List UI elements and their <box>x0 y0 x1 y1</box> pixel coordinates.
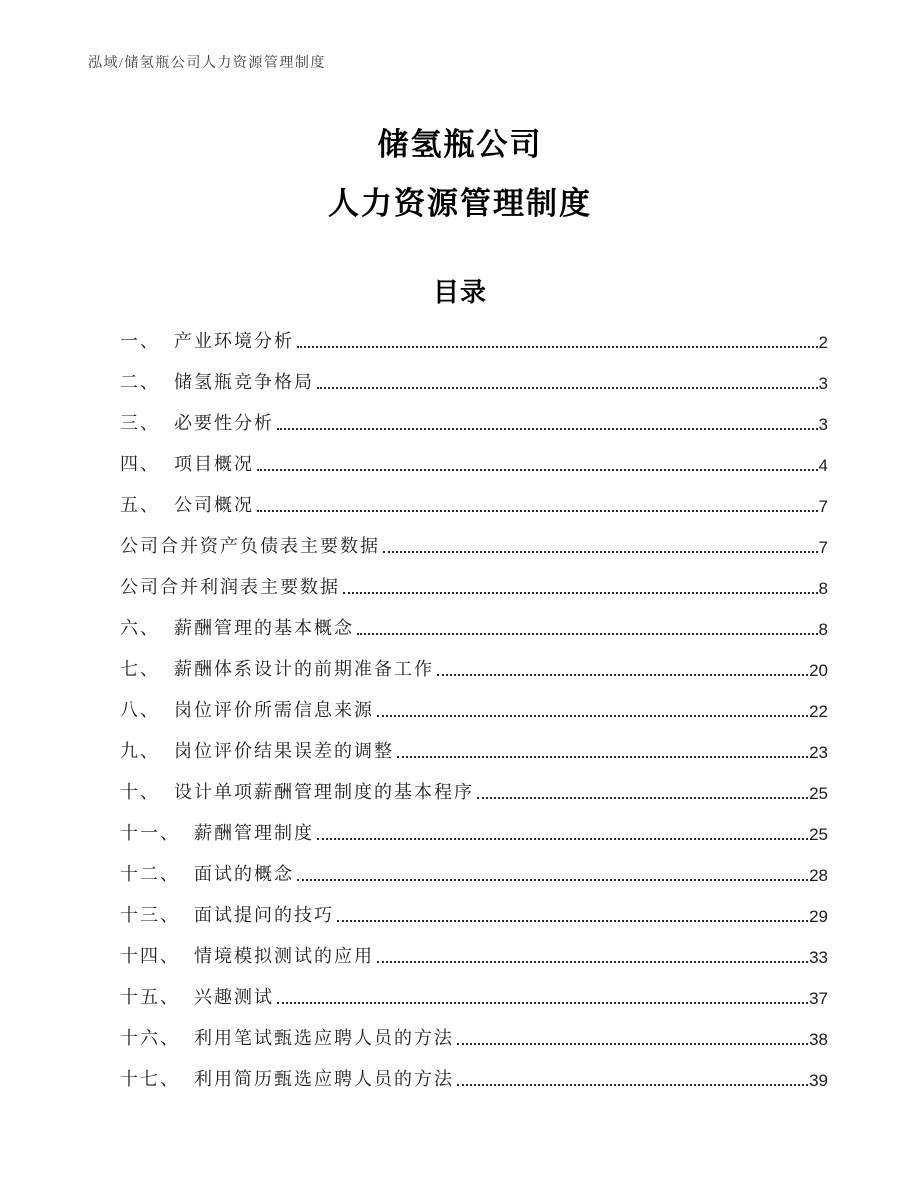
toc-entry-page: 2 <box>818 333 828 352</box>
toc-entry-title: 情境模拟测试的应用 <box>194 946 374 966</box>
toc-entry-title: 岗位评价所需信息来源 <box>174 700 374 720</box>
document-subtitle: 人力资源管理制度 <box>328 186 592 221</box>
toc-dot-leader <box>257 510 818 512</box>
toc-entry-title: 公司合并资产负债表主要数据 <box>120 536 380 556</box>
toc-entry[interactable] <box>120 558 828 599</box>
toc-entry[interactable] <box>120 394 828 435</box>
toc-dot-leader <box>277 428 818 430</box>
toc-entry-page: 29 <box>809 907 828 926</box>
toc-dot-leader <box>397 756 808 758</box>
toc-entry-title: 面试的概念 <box>194 864 294 884</box>
toc-entry-number: 二、 <box>120 372 160 392</box>
toc-dot-leader <box>377 715 808 717</box>
toc-dot-leader <box>277 1002 808 1004</box>
toc-entry-number: 十三、 <box>120 905 180 925</box>
toc-entry[interactable] <box>120 927 828 968</box>
toc-entry-number: 十五、 <box>120 987 180 1007</box>
toc-entry[interactable] <box>120 476 828 517</box>
toc-dot-leader <box>477 797 808 799</box>
toc-entry-page: 22 <box>809 702 828 721</box>
toc-entry[interactable] <box>120 886 828 927</box>
toc-entry-number: 十七、 <box>120 1069 180 1089</box>
toc-entry-number: 九、 <box>120 741 160 761</box>
toc-list <box>120 312 828 1091</box>
toc-entry-page: 28 <box>809 866 828 885</box>
toc-dot-leader <box>457 1084 808 1086</box>
toc-dot-leader <box>457 1043 808 1045</box>
toc-entry[interactable] <box>120 435 828 476</box>
toc-entry-title: 产业环境分析 <box>174 331 294 351</box>
toc-entry-number: 一、 <box>120 331 160 351</box>
toc-entry-number: 三、 <box>120 413 160 433</box>
toc-entry-title: 利用简历甄选应聘人员的方法 <box>194 1069 454 1089</box>
toc-entry[interactable] <box>120 968 828 1009</box>
toc-entry-page: 3 <box>818 415 828 434</box>
toc-entry-page: 7 <box>818 538 828 557</box>
toc-entry-number: 十、 <box>120 782 160 802</box>
toc-entry-title: 必要性分析 <box>174 413 274 433</box>
toc-entry-page: 8 <box>818 579 828 598</box>
toc-entry-number: 四、 <box>120 454 160 474</box>
toc-entry-title: 薪酬体系设计的前期准备工作 <box>174 659 434 679</box>
toc-entry-page: 20 <box>809 661 828 680</box>
toc-dot-leader <box>377 961 808 963</box>
toc-dot-leader <box>317 838 808 840</box>
toc-entry-page: 33 <box>809 948 828 967</box>
toc-entry-title: 面试提问的技巧 <box>194 905 334 925</box>
toc-entry[interactable] <box>120 845 828 886</box>
toc-dot-leader <box>317 387 818 389</box>
toc-entry-title: 项目概况 <box>174 454 254 474</box>
toc-entry[interactable] <box>120 1009 828 1050</box>
toc-entry-page: 3 <box>818 374 828 393</box>
toc-entry[interactable] <box>120 804 828 845</box>
toc-entry-number: 六、 <box>120 618 160 638</box>
toc-entry-number: 八、 <box>120 700 160 720</box>
toc-entry[interactable] <box>120 681 828 722</box>
toc-entry-number: 十六、 <box>120 1028 180 1048</box>
toc-dot-leader <box>257 469 818 471</box>
toc-entry-title: 岗位评价结果误差的调整 <box>174 741 394 761</box>
toc-entry-title: 兴趣测试 <box>194 987 274 1007</box>
toc-entry[interactable] <box>120 312 828 353</box>
toc-entry-number: 十四、 <box>120 946 180 966</box>
toc-entry-title: 薪酬管理的基本概念 <box>174 618 354 638</box>
toc-entry-title: 公司合并利润表主要数据 <box>120 577 340 597</box>
toc-entry-page: 25 <box>809 784 828 803</box>
toc-entry-number: 十二、 <box>120 864 180 884</box>
toc-entry[interactable] <box>120 1050 828 1091</box>
toc-entry-number: 七、 <box>120 659 160 679</box>
document-title: 储氢瓶公司 <box>377 127 543 162</box>
toc-entry[interactable] <box>120 640 828 681</box>
toc-heading: 目录 <box>432 277 487 307</box>
toc-entry-page: 39 <box>809 1071 828 1090</box>
toc-entry-title: 利用笔试甄选应聘人员的方法 <box>194 1028 454 1048</box>
toc-dot-leader <box>337 920 808 922</box>
toc-entry-title: 公司概况 <box>174 495 254 515</box>
toc-entry-number: 五、 <box>120 495 160 515</box>
toc-dot-leader <box>343 592 818 594</box>
toc-entry-page: 23 <box>809 743 828 762</box>
toc-entry-page: 4 <box>818 456 828 475</box>
toc-entry[interactable] <box>120 599 828 640</box>
toc-entry-page: 7 <box>818 497 828 516</box>
toc-dot-leader <box>357 633 818 635</box>
toc-dot-leader <box>297 346 818 348</box>
toc-entry[interactable] <box>120 517 828 558</box>
toc-entry-title: 设计单项薪酬管理制度的基本程序 <box>174 782 474 802</box>
page-header: 泓域/储氢瓶公司人力资源管理制度 <box>88 56 326 71</box>
toc-entry-page: 38 <box>809 1030 828 1049</box>
toc-entry[interactable] <box>120 353 828 394</box>
toc-entry-page: 8 <box>818 620 828 639</box>
toc-dot-leader <box>297 879 808 881</box>
toc-dot-leader <box>437 674 808 676</box>
toc-entry-title: 储氢瓶竞争格局 <box>174 372 314 392</box>
toc-entry-page: 25 <box>809 825 828 844</box>
toc-entry-number: 十一、 <box>120 823 180 843</box>
toc-dot-leader <box>383 551 818 553</box>
toc-entry[interactable] <box>120 722 828 763</box>
toc-entry-page: 37 <box>809 989 828 1008</box>
toc-entry[interactable] <box>120 763 828 804</box>
toc-entry-title: 薪酬管理制度 <box>194 823 314 843</box>
